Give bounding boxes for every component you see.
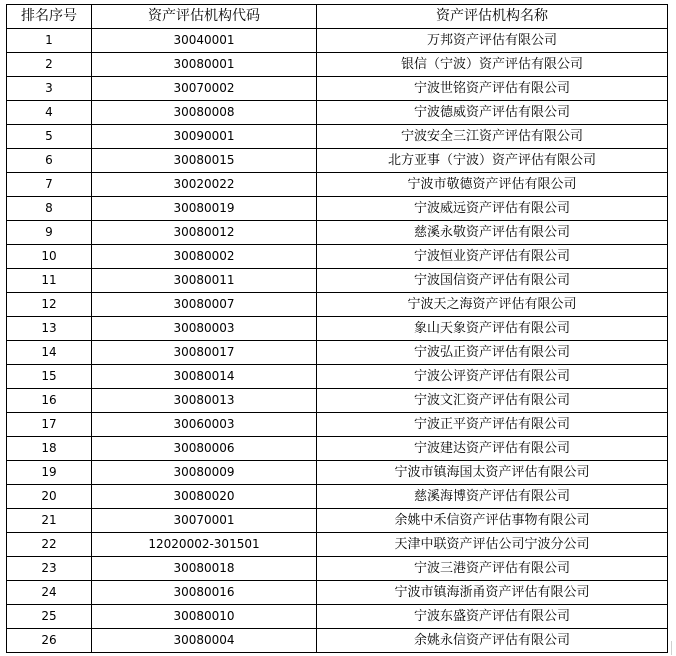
cell-rank: 23	[7, 557, 92, 581]
cell-firm-code: 30080001	[92, 53, 317, 77]
table-row	[7, 125, 668, 149]
table-row	[7, 509, 668, 533]
table-row	[7, 557, 668, 581]
cell-firm-name: 象山天象资产评估有限公司	[317, 317, 668, 341]
table-row	[7, 317, 668, 341]
cell-rank: 3	[7, 77, 92, 101]
ranking-table-container	[6, 4, 668, 653]
cell-rank: 12	[7, 293, 92, 317]
cell-rank: 11	[7, 269, 92, 293]
cell-rank: 8	[7, 197, 92, 221]
cell-firm-name: 万邦资产评估有限公司	[317, 29, 668, 53]
cell-firm-code: 30080004	[92, 629, 317, 653]
cell-firm-name: 银信（宁波）资产评估有限公司	[317, 53, 668, 77]
cell-firm-code: 12020002-301501	[92, 533, 317, 557]
cell-firm-code: 30080020	[92, 485, 317, 509]
cell-firm-name: 宁波世铭资产评估有限公司	[317, 77, 668, 101]
cell-firm-code: 30080017	[92, 341, 317, 365]
cell-rank: 17	[7, 413, 92, 437]
cell-firm-code: 30080018	[92, 557, 317, 581]
cell-firm-name: 宁波文汇资产评估有限公司	[317, 389, 668, 413]
header-rank: 排名序号	[7, 5, 92, 29]
cell-rank: 5	[7, 125, 92, 149]
table-row	[7, 101, 668, 125]
edge-marker	[671, 641, 672, 655]
cell-firm-name: 余姚永信资产评估有限公司	[317, 629, 668, 653]
cell-firm-name: 宁波威远资产评估有限公司	[317, 197, 668, 221]
table-row	[7, 365, 668, 389]
cell-firm-code: 30090001	[92, 125, 317, 149]
table-row	[7, 173, 668, 197]
cell-rank: 4	[7, 101, 92, 125]
table-row	[7, 269, 668, 293]
table-row	[7, 413, 668, 437]
cell-firm-name: 宁波安全三江资产评估有限公司	[317, 125, 668, 149]
cell-rank: 2	[7, 53, 92, 77]
cell-rank: 9	[7, 221, 92, 245]
cell-rank: 6	[7, 149, 92, 173]
appraisal-firm-ranking-table	[6, 4, 668, 653]
table-row	[7, 533, 668, 557]
cell-rank: 7	[7, 173, 92, 197]
header-firm-code: 资产评估机构代码	[92, 5, 317, 29]
cell-rank: 18	[7, 437, 92, 461]
table-row	[7, 437, 668, 461]
cell-firm-code: 30080014	[92, 365, 317, 389]
cell-rank: 22	[7, 533, 92, 557]
cell-firm-name: 宁波东盛资产评估有限公司	[317, 605, 668, 629]
cell-rank: 10	[7, 245, 92, 269]
cell-firm-name: 宁波国信资产评估有限公司	[317, 269, 668, 293]
cell-firm-name: 宁波三港资产评估有限公司	[317, 557, 668, 581]
cell-rank: 15	[7, 365, 92, 389]
cell-firm-code: 30080019	[92, 197, 317, 221]
cell-firm-code: 30070002	[92, 77, 317, 101]
table-body	[7, 29, 668, 653]
cell-rank: 21	[7, 509, 92, 533]
cell-firm-name: 宁波德威资产评估有限公司	[317, 101, 668, 125]
cell-firm-name: 宁波恒业资产评估有限公司	[317, 245, 668, 269]
cell-firm-name: 宁波市镇海浙甬资产评估有限公司	[317, 581, 668, 605]
cell-firm-code: 30080007	[92, 293, 317, 317]
table-row	[7, 53, 668, 77]
cell-firm-name: 宁波建达资产评估有限公司	[317, 437, 668, 461]
cell-firm-code: 30080003	[92, 317, 317, 341]
table-row	[7, 629, 668, 653]
cell-firm-code: 30080015	[92, 149, 317, 173]
cell-firm-name: 宁波天之海资产评估有限公司	[317, 293, 668, 317]
cell-rank: 13	[7, 317, 92, 341]
cell-firm-code: 30080013	[92, 389, 317, 413]
table-row	[7, 461, 668, 485]
table-row	[7, 485, 668, 509]
table-row	[7, 581, 668, 605]
cell-firm-name: 宁波正平资产评估有限公司	[317, 413, 668, 437]
cell-firm-code: 30080008	[92, 101, 317, 125]
cell-firm-name: 北方亚事（宁波）资产评估有限公司	[317, 149, 668, 173]
cell-rank: 14	[7, 341, 92, 365]
cell-firm-name: 慈溪永敬资产评估有限公司	[317, 221, 668, 245]
table-row	[7, 77, 668, 101]
cell-firm-name: 余姚中禾信资产评估事物有限公司	[317, 509, 668, 533]
cell-firm-code: 30070001	[92, 509, 317, 533]
table-row	[7, 605, 668, 629]
cell-firm-name: 宁波公评资产评估有限公司	[317, 365, 668, 389]
cell-rank: 24	[7, 581, 92, 605]
cell-firm-name: 宁波市镇海国太资产评估有限公司	[317, 461, 668, 485]
table-header	[7, 5, 668, 29]
table-row	[7, 29, 668, 53]
cell-rank: 26	[7, 629, 92, 653]
table-row	[7, 149, 668, 173]
cell-firm-code: 30040001	[92, 29, 317, 53]
cell-rank: 16	[7, 389, 92, 413]
table-row	[7, 197, 668, 221]
table-row	[7, 221, 668, 245]
cell-firm-code: 30060003	[92, 413, 317, 437]
cell-firm-code: 30080011	[92, 269, 317, 293]
table-row	[7, 245, 668, 269]
cell-rank: 1	[7, 29, 92, 53]
cell-firm-code: 30020022	[92, 173, 317, 197]
table-row	[7, 341, 668, 365]
cell-firm-code: 30080012	[92, 221, 317, 245]
header-row	[7, 5, 668, 29]
cell-rank: 19	[7, 461, 92, 485]
cell-firm-name: 宁波市敬德资产评估有限公司	[317, 173, 668, 197]
header-firm-name: 资产评估机构名称	[317, 5, 668, 29]
table-row	[7, 389, 668, 413]
cell-firm-code: 30080002	[92, 245, 317, 269]
cell-rank: 25	[7, 605, 92, 629]
cell-firm-code: 30080009	[92, 461, 317, 485]
cell-rank: 20	[7, 485, 92, 509]
cell-firm-name: 天津中联资产评估公司宁波分公司	[317, 533, 668, 557]
cell-firm-code: 30080006	[92, 437, 317, 461]
cell-firm-code: 30080016	[92, 581, 317, 605]
cell-firm-name: 慈溪海博资产评估有限公司	[317, 485, 668, 509]
cell-firm-name: 宁波弘正资产评估有限公司	[317, 341, 668, 365]
table-row	[7, 293, 668, 317]
cell-firm-code: 30080010	[92, 605, 317, 629]
